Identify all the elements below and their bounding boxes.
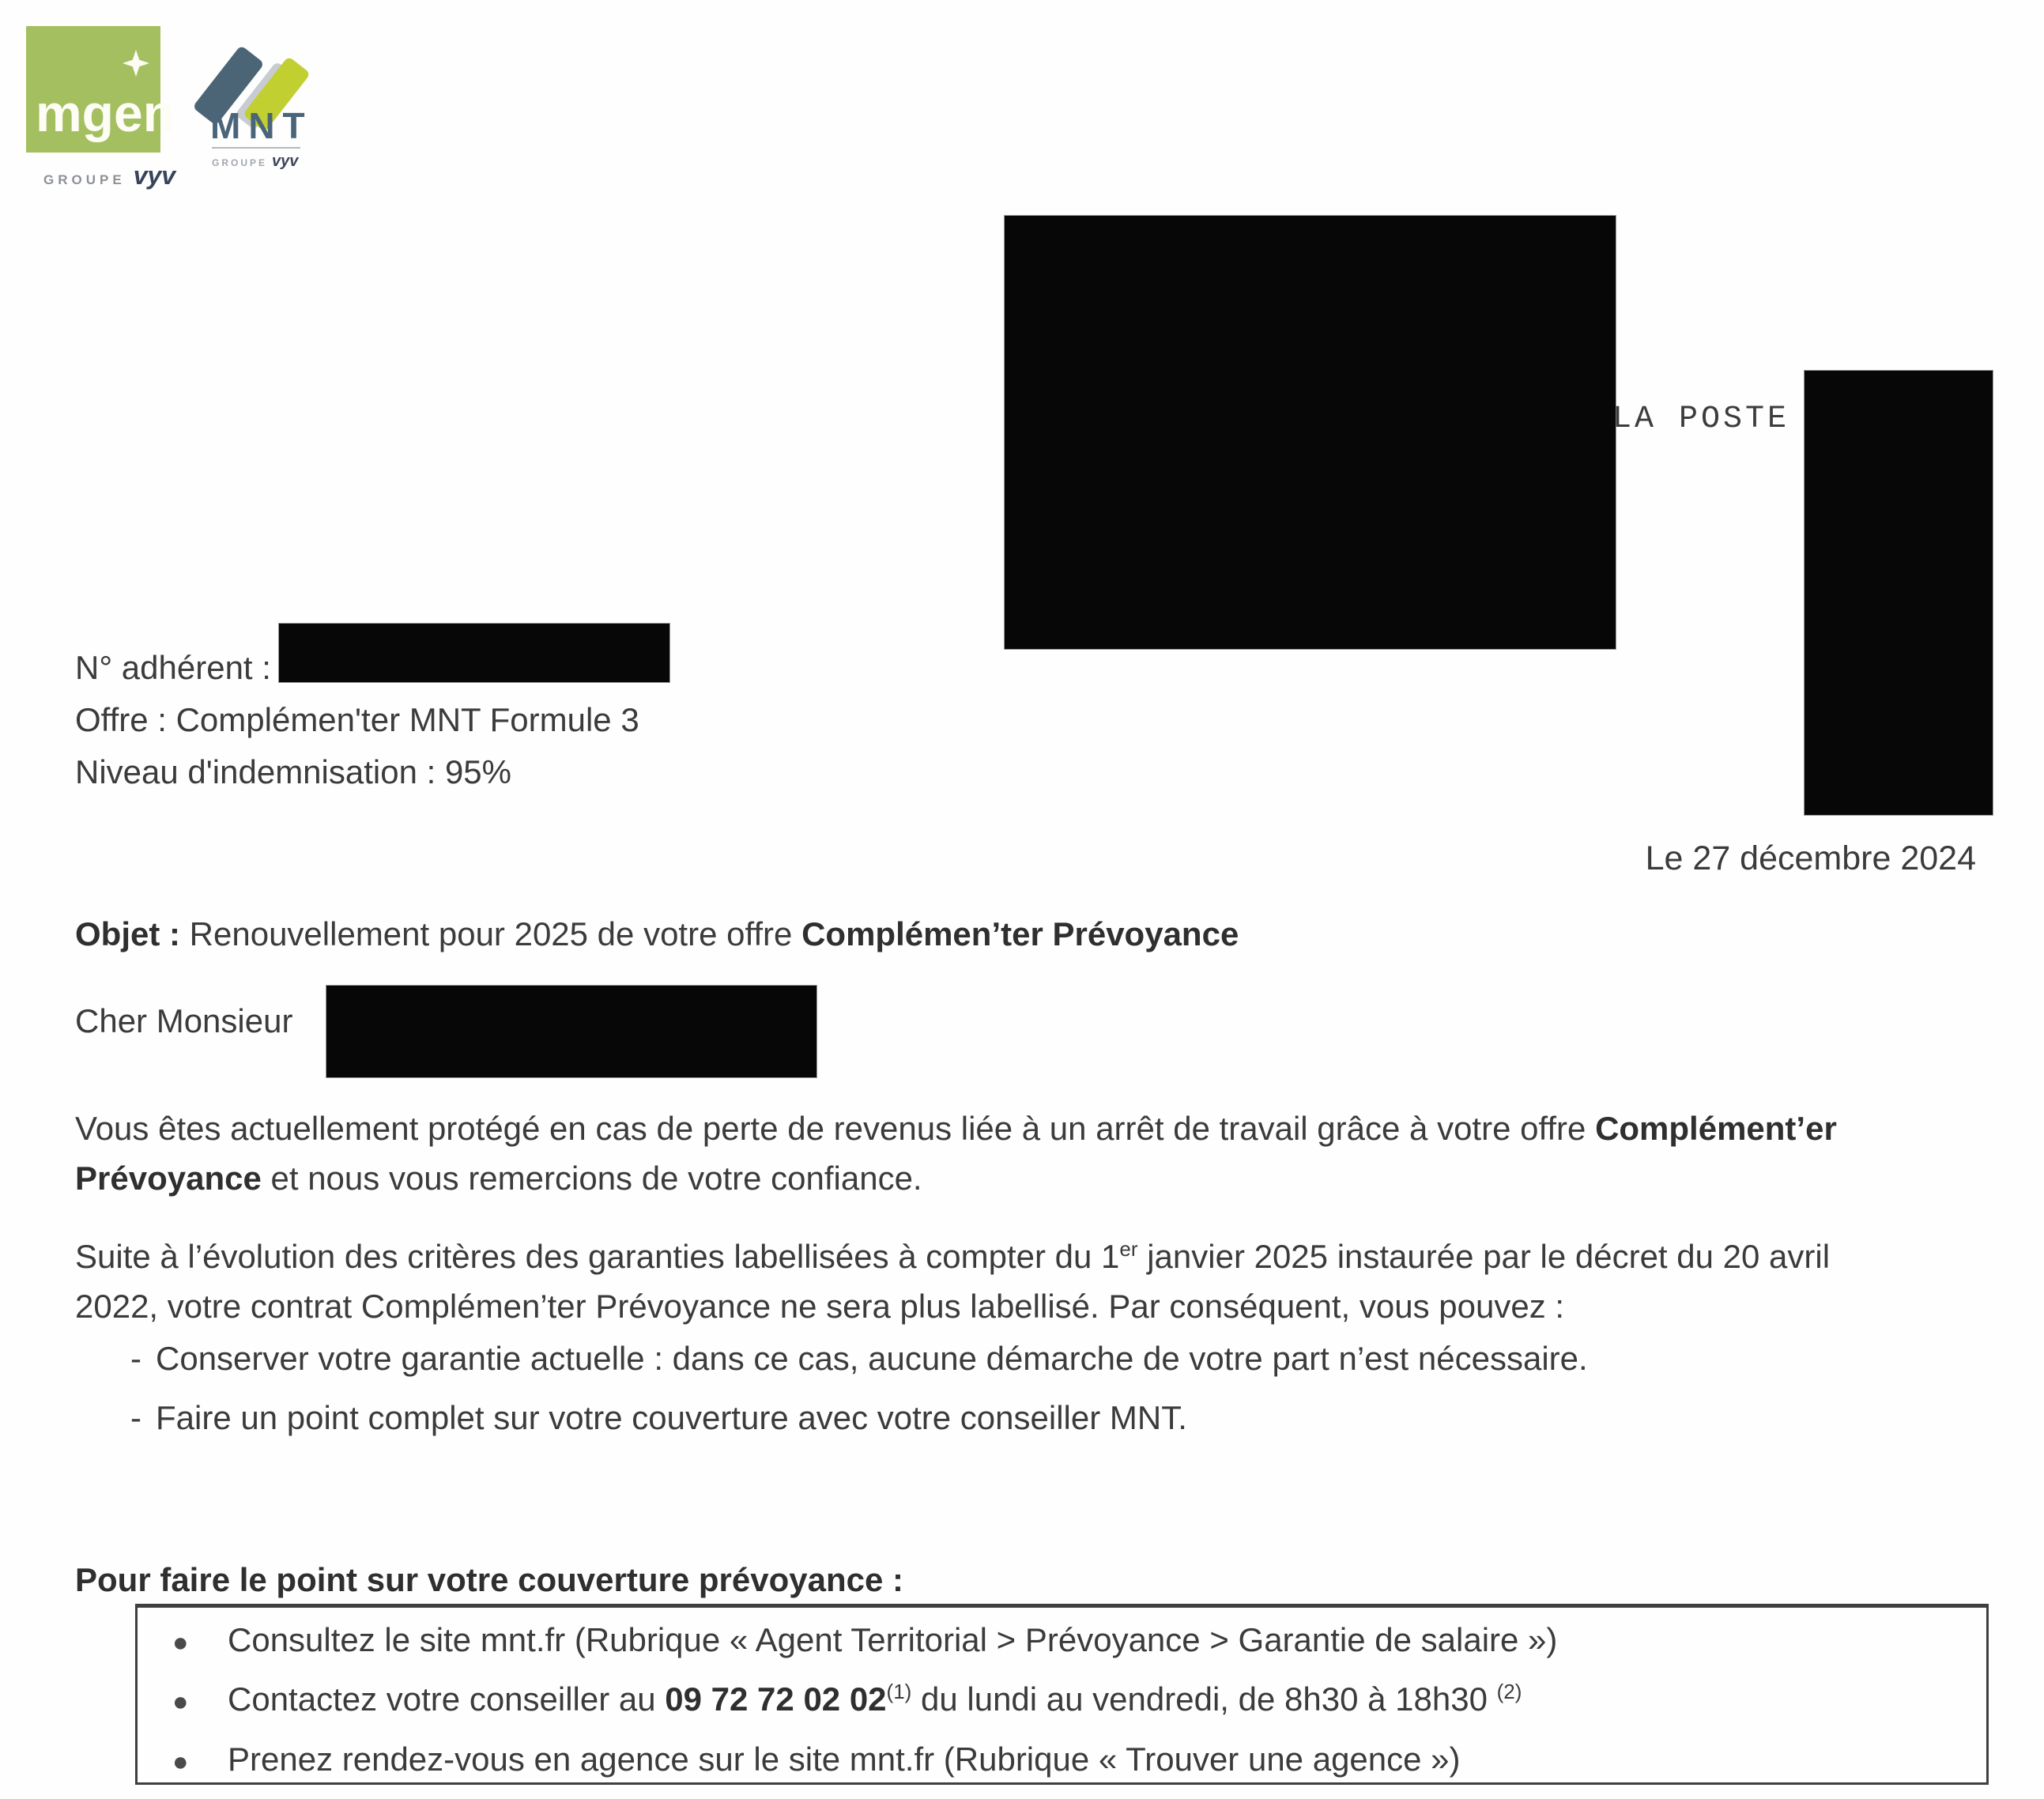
dash-item-2 bbox=[130, 1399, 1187, 1437]
mgen-tagline bbox=[43, 161, 175, 190]
p1-text: Vous êtes actuellement protégé en cas de perte de revenus liée à un arrêt de travail grâce à votre offre bbox=[75, 1110, 1596, 1147]
mnt-vyv-label: vyv bbox=[272, 153, 299, 170]
paragraph-2 bbox=[75, 1231, 2004, 1331]
mgen-logo bbox=[0, 0, 206, 190]
dash-glyph: - bbox=[130, 1399, 141, 1436]
subject-line bbox=[75, 915, 1239, 953]
redaction-box-address bbox=[1004, 215, 1616, 650]
footnote-2-marker: (2) bbox=[1496, 1680, 1522, 1703]
redaction-box-stamp bbox=[1804, 370, 1993, 816]
redaction-box-adherent bbox=[278, 623, 670, 683]
paragraph-2-line-1 bbox=[75, 1231, 2004, 1281]
bullet-dot-icon: ● bbox=[172, 1687, 189, 1717]
coverage-heading: Pour faire le point sur votre couverture prévoyance : bbox=[75, 1561, 903, 1598]
mnt-divider bbox=[212, 147, 300, 149]
p1-text-2: et nous vous remercions de votre confiance. bbox=[261, 1160, 922, 1197]
coverage-box bbox=[135, 1604, 1989, 1785]
coverage-bullet-2 bbox=[166, 1680, 1522, 1718]
paragraph-2-line-2: 2022, votre contrat Complémen’ter Prévoyance ne sera plus labellisé. Par conséquent, vous pouvez : bbox=[75, 1288, 1565, 1325]
p2-text-2: janvier 2025 instaurée par le décret du 20 avril bbox=[1137, 1238, 1831, 1275]
dash-item-2-text: Faire un point complet sur votre couverture avec votre conseiller MNT. bbox=[156, 1399, 1187, 1436]
p2-text: Suite à l’évolution des critères des garanties labellisées à compter du 1 bbox=[75, 1238, 1120, 1275]
mgen-wordmark: mgen bbox=[36, 84, 175, 142]
subject-label: Objet : bbox=[75, 915, 180, 952]
paragraph-1-line-2 bbox=[75, 1153, 2004, 1203]
subject-bold: Complémen’ter Prévoyance bbox=[801, 915, 1239, 952]
paragraph-1 bbox=[75, 1103, 2004, 1203]
mnt-wordmark: MNT bbox=[210, 105, 313, 146]
adherent-line: N° adhérent : bbox=[75, 649, 271, 686]
dash-item-1-text: Conserver votre garantie actuelle : dans ce cas, aucune démarche de votre part n’est nécessaire. bbox=[156, 1340, 1588, 1377]
dash-item-1 bbox=[130, 1340, 1588, 1378]
mgen-star-icon bbox=[123, 50, 149, 77]
coverage-bullet-1 bbox=[166, 1621, 1557, 1659]
paragraph-1-line-1 bbox=[75, 1103, 2004, 1153]
salutation-line: Cher Monsieur bbox=[75, 1002, 293, 1039]
subject-text: Renouvellement pour 2025 de votre offre bbox=[180, 915, 802, 952]
coverage-bullet-1-text: Consultez le site mnt.fr (Rubrique « Agent Territorial > Prévoyance > Garantie de salaire ») bbox=[228, 1621, 1558, 1658]
mgen-logo-square bbox=[26, 26, 175, 153]
mnt-logo bbox=[204, 32, 315, 174]
p1-bold-offer-2: Prévoyance bbox=[75, 1160, 262, 1197]
coverage-bullet-2-mid: du lundi au vendredi, de 8h30 à 18h30 bbox=[911, 1680, 1497, 1718]
mnt-groupe-label: GROUPE bbox=[212, 157, 268, 168]
mgen-vyv-label: vyv bbox=[133, 161, 176, 190]
coverage-bullet-2-pre: Contactez votre conseiller au bbox=[228, 1680, 666, 1718]
redaction-box-name bbox=[326, 985, 817, 1078]
footnote-1-marker: (1) bbox=[886, 1680, 912, 1703]
p1-bold-offer: Complément’er bbox=[1595, 1110, 1837, 1147]
bullet-dot-icon: ● bbox=[172, 1627, 189, 1658]
postmark-la-poste: LA POSTE bbox=[1612, 402, 1790, 437]
bullet-dot-icon: ● bbox=[172, 1747, 189, 1777]
coverage-bullet-3-text: Prenez rendez-vous en agence sur le site mnt.fr (Rubrique « Trouver une agence ») bbox=[228, 1741, 1461, 1778]
p2-superscript-er: er bbox=[1119, 1237, 1138, 1261]
mnt-tagline bbox=[212, 153, 298, 171]
indemnity-line: Niveau d'indemnisation : 95% bbox=[75, 753, 512, 790]
coverage-bullet-3 bbox=[166, 1741, 1461, 1778]
coverage-phone-number: 09 72 72 02 02 bbox=[665, 1680, 887, 1718]
offer-line: Offre : Complémen'ter MNT Formule 3 bbox=[75, 701, 639, 738]
date-line: Le 27 décembre 2024 bbox=[1645, 839, 1976, 877]
mgen-groupe-label: GROUPE bbox=[43, 172, 126, 187]
dash-glyph: - bbox=[130, 1340, 141, 1377]
